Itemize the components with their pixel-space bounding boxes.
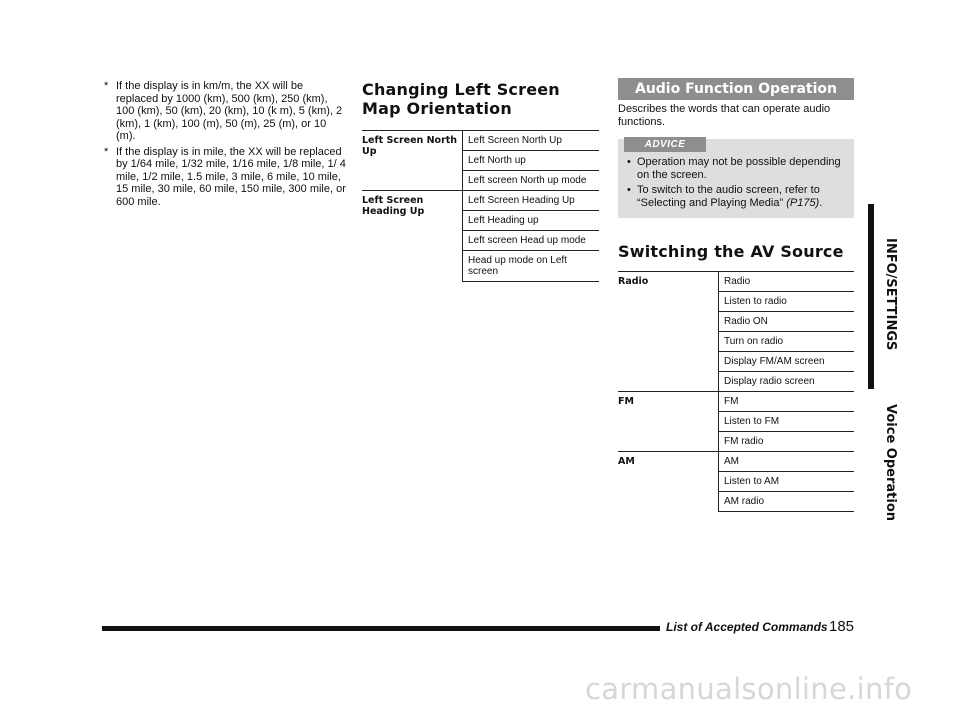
table-row <box>618 452 854 472</box>
command-phrase: FM <box>719 392 855 412</box>
command-table <box>362 130 599 282</box>
section-banner: Audio Function Operation <box>618 78 854 100</box>
command-phrase: Radio <box>719 272 855 292</box>
watermark: carmanualsonline.info <box>585 672 913 706</box>
page-reference: (P175) <box>786 197 820 209</box>
side-tab-subsection: Voice Operation <box>883 404 898 521</box>
bullet-icon: • <box>627 156 631 168</box>
command-phrase: AM radio <box>719 492 855 512</box>
command-phrase: Display radio screen <box>719 372 855 392</box>
left-map-orientation-section <box>362 80 599 282</box>
advice-item <box>624 184 848 210</box>
command-phrase: Radio ON <box>719 312 855 332</box>
table-row <box>618 272 854 292</box>
section-heading: Switching the AV Source <box>618 242 844 261</box>
page-number: 185 <box>829 618 855 635</box>
command-phrase: Left screen North up mode <box>463 171 600 191</box>
advice-box <box>618 139 854 218</box>
advice-text: To switch to the audio screen, refer to “Selecting and Playing Media” <box>637 184 820 209</box>
command-phrase: FM radio <box>719 432 855 452</box>
command-key: FM <box>618 392 719 452</box>
footer-rule <box>102 626 660 631</box>
footnote-marker: * <box>104 80 109 92</box>
footnote-text: If the display is in mile, the XX will be replaced by 1/64 mile, 1/32 mile, 1/16 mile, 1/8 mile, 1/ 4 mile, 1/2 mile, 1.5 mile, 3 mile, 6 mile, 10 mile, 15 mile, 30 mile, 60 mile, 150 mile, 300 mile, or 600 mile. <box>116 145 346 208</box>
advice-label: ADVICE <box>624 137 706 152</box>
table-row <box>362 131 599 151</box>
bullet-icon: • <box>627 184 631 196</box>
footer-title: List of Accepted Commands <box>666 620 828 634</box>
command-phrase: Listen to FM <box>719 412 855 432</box>
command-key: Left Screen North Up <box>362 131 463 191</box>
advice-list <box>624 156 848 210</box>
command-key: AM <box>618 452 719 512</box>
section-description: Describes the words that can operate audio functions. <box>618 103 831 128</box>
audio-section <box>618 78 854 512</box>
chapter-side-tab <box>868 204 908 522</box>
advice-tail: . <box>819 197 823 209</box>
command-key: Radio <box>618 272 719 392</box>
footnote-text: If the display is in km/m, the XX will be replaced by 1000 (km), 500 (km), 250 (km), 100 (km), 50 (km), 20 (km), 10 (k m), 5 (km), 2 (km), 1 (km), 100 (m), 50 (m), 25 (m), or 10 (m). <box>116 80 343 142</box>
command-phrase: Left Screen Heading Up <box>463 191 600 211</box>
command-phrase: Display FM/AM screen <box>719 352 855 372</box>
command-table <box>618 271 854 512</box>
table-row <box>618 392 854 412</box>
table-row <box>362 191 599 211</box>
command-phrase: Left Heading up <box>463 211 600 231</box>
command-phrase: Listen to AM <box>719 472 855 492</box>
footnote <box>104 80 348 143</box>
advice-text: Operation may not be possible depending on the screen. <box>637 156 841 181</box>
advice-item <box>624 156 848 182</box>
command-phrase: Left North up <box>463 151 600 171</box>
footnote-marker: * <box>104 145 109 158</box>
section-heading: Changing Left Screen Map Orientation <box>362 80 560 118</box>
command-key: Left Screen Heading Up <box>362 191 463 282</box>
command-phrase: Left screen Head up mode <box>463 231 600 251</box>
command-phrase: Listen to radio <box>719 292 855 312</box>
side-tab-section: INFO/SETTINGS <box>883 238 898 351</box>
command-phrase: AM <box>719 452 855 472</box>
command-phrase: Left Screen North Up <box>463 131 600 151</box>
command-phrase: Head up mode on Left screen <box>463 251 600 282</box>
footnotes <box>104 80 348 211</box>
command-phrase: Turn on radio <box>719 332 855 352</box>
footnote <box>104 146 348 209</box>
